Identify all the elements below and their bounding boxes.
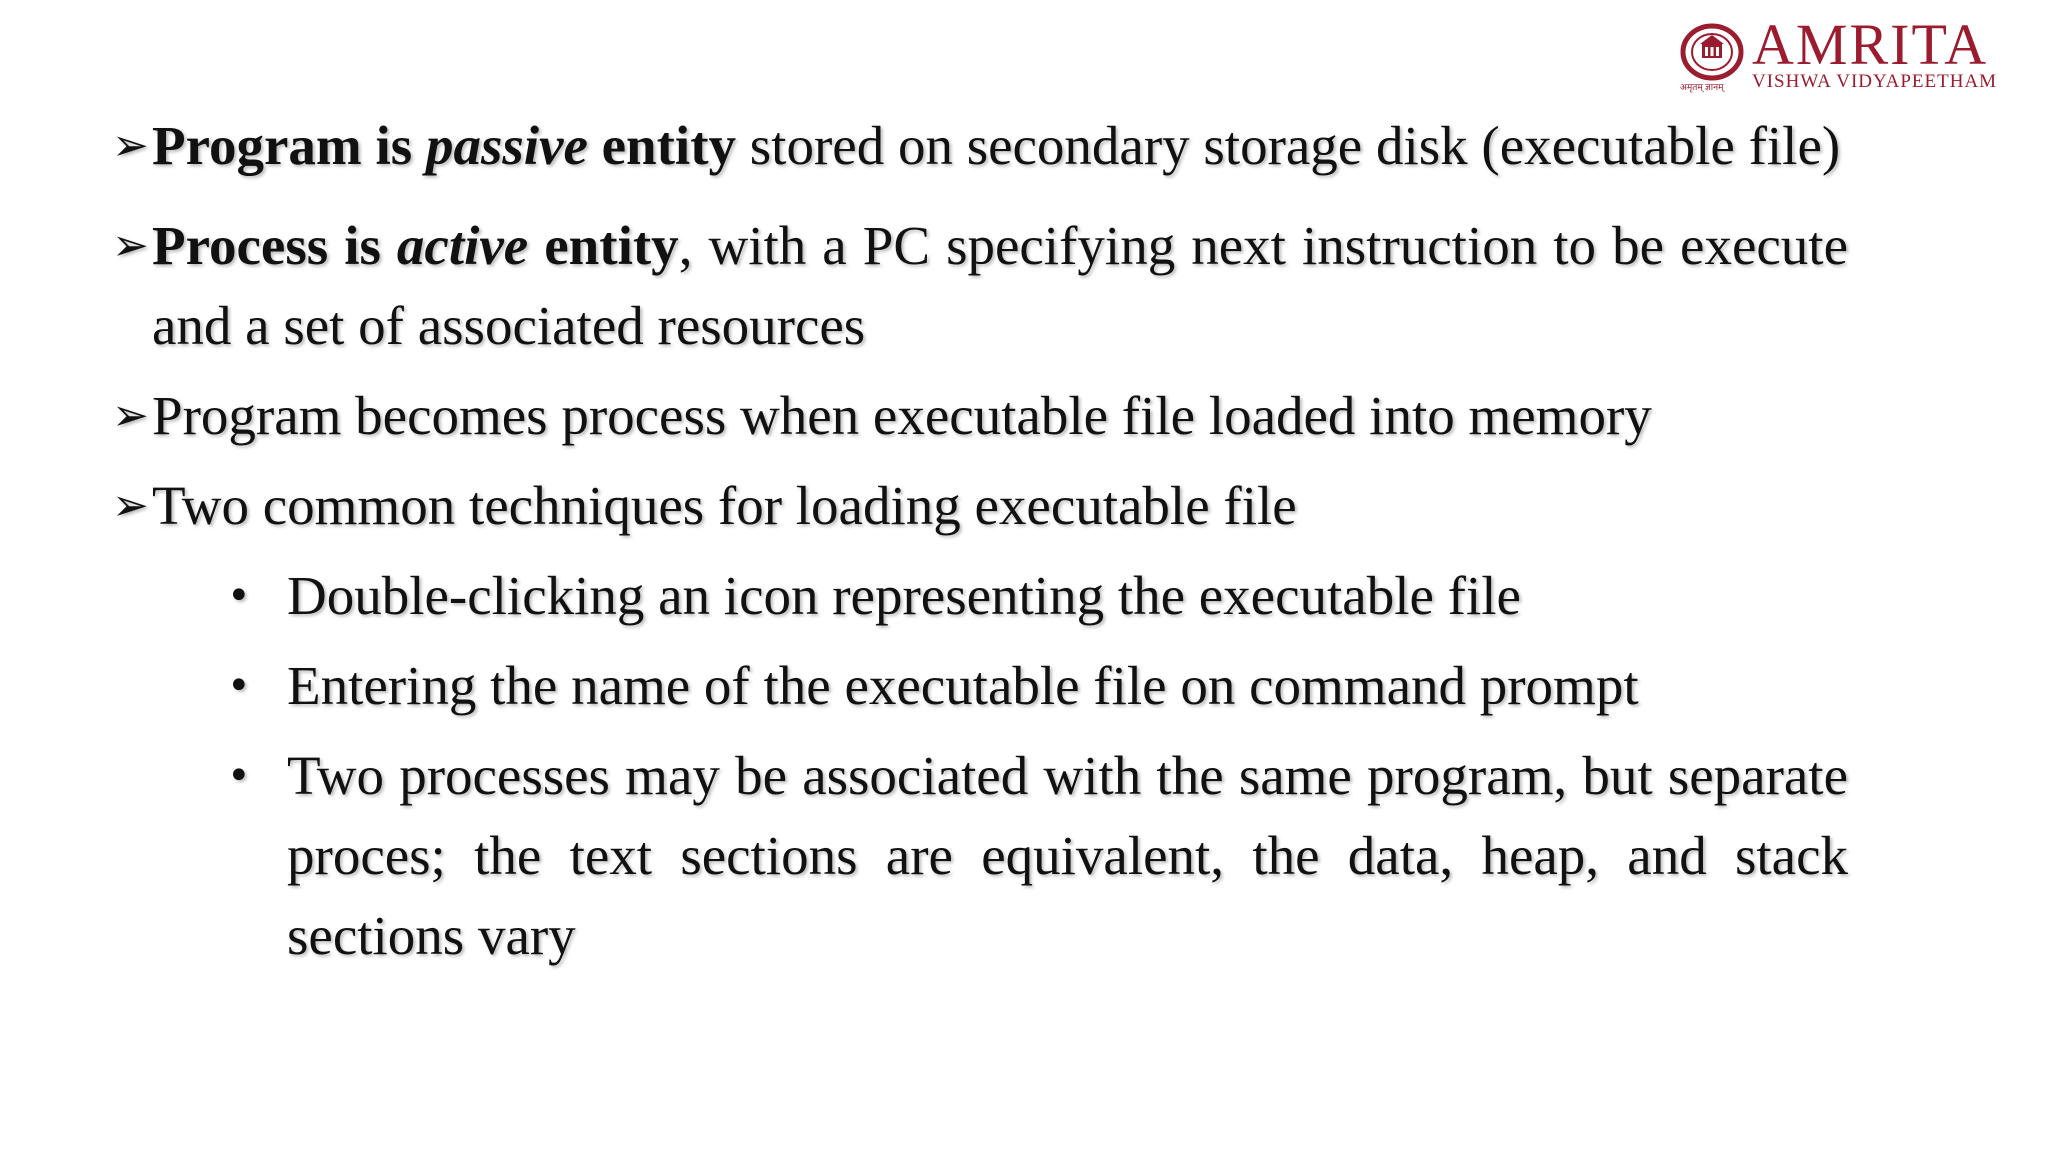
logo-name: AMRITA bbox=[1752, 12, 1989, 77]
bullet-text: , with a PC specifying next instruction to be execute and a set of associated resources bbox=[152, 215, 1848, 356]
dot-bullet-icon: • bbox=[227, 663, 251, 709]
arrow-bullet-icon: ➢ bbox=[112, 390, 149, 441]
bullet-text: Program becomes process when executable file loaded into memory bbox=[152, 385, 1652, 446]
bullet-bold-text: Program is bbox=[152, 115, 426, 176]
logo-subtitle: VISHWA VIDYAPEETHAM bbox=[1752, 71, 1998, 92]
bullet-loading-techniques bbox=[112, 466, 1848, 546]
slide-content bbox=[112, 106, 1848, 986]
bullet-bold-text: Process is bbox=[152, 215, 397, 276]
bullet-program-passive bbox=[112, 106, 1848, 186]
dot-bullet-icon: • bbox=[227, 573, 251, 619]
sub-bullet-text: Two processes may be associated with the same program, but separate proces; the text sections are equivalent, the data, heap, and stack sections vary bbox=[287, 745, 1848, 966]
sub-bullet-command-prompt bbox=[227, 646, 1848, 726]
logo-tagline: अमृतम् ज्ञानम् bbox=[1680, 82, 1724, 92]
sub-bullet-text: Double-clicking an icon representing the executable file bbox=[287, 565, 1521, 626]
arrow-bullet-icon: ➢ bbox=[112, 120, 149, 171]
sub-bullet-text: Entering the name of the executable file on command prompt bbox=[287, 655, 1639, 716]
bullet-italic-text: active bbox=[396, 215, 529, 276]
amrita-logo bbox=[1680, 12, 2030, 92]
arrow-bullet-icon: ➢ bbox=[112, 480, 149, 531]
bullet-process-active bbox=[112, 206, 1848, 366]
bullet-bold-text: entity bbox=[587, 115, 737, 176]
sub-bullet-double-click bbox=[227, 556, 1848, 636]
bullet-text: Two common techniques for loading executable file bbox=[152, 475, 1297, 536]
bullet-bold-text: entity bbox=[528, 215, 679, 276]
bullet-italic-text: passive bbox=[425, 115, 588, 176]
emblem-icon bbox=[1680, 22, 1744, 82]
bullet-text: stored on secondary storage disk (executable file) bbox=[736, 115, 1841, 176]
sub-bullet-two-processes bbox=[227, 736, 1848, 976]
bullet-program-becomes-process bbox=[112, 376, 1848, 456]
arrow-bullet-icon: ➢ bbox=[112, 220, 149, 271]
dot-bullet-icon: • bbox=[227, 753, 251, 799]
